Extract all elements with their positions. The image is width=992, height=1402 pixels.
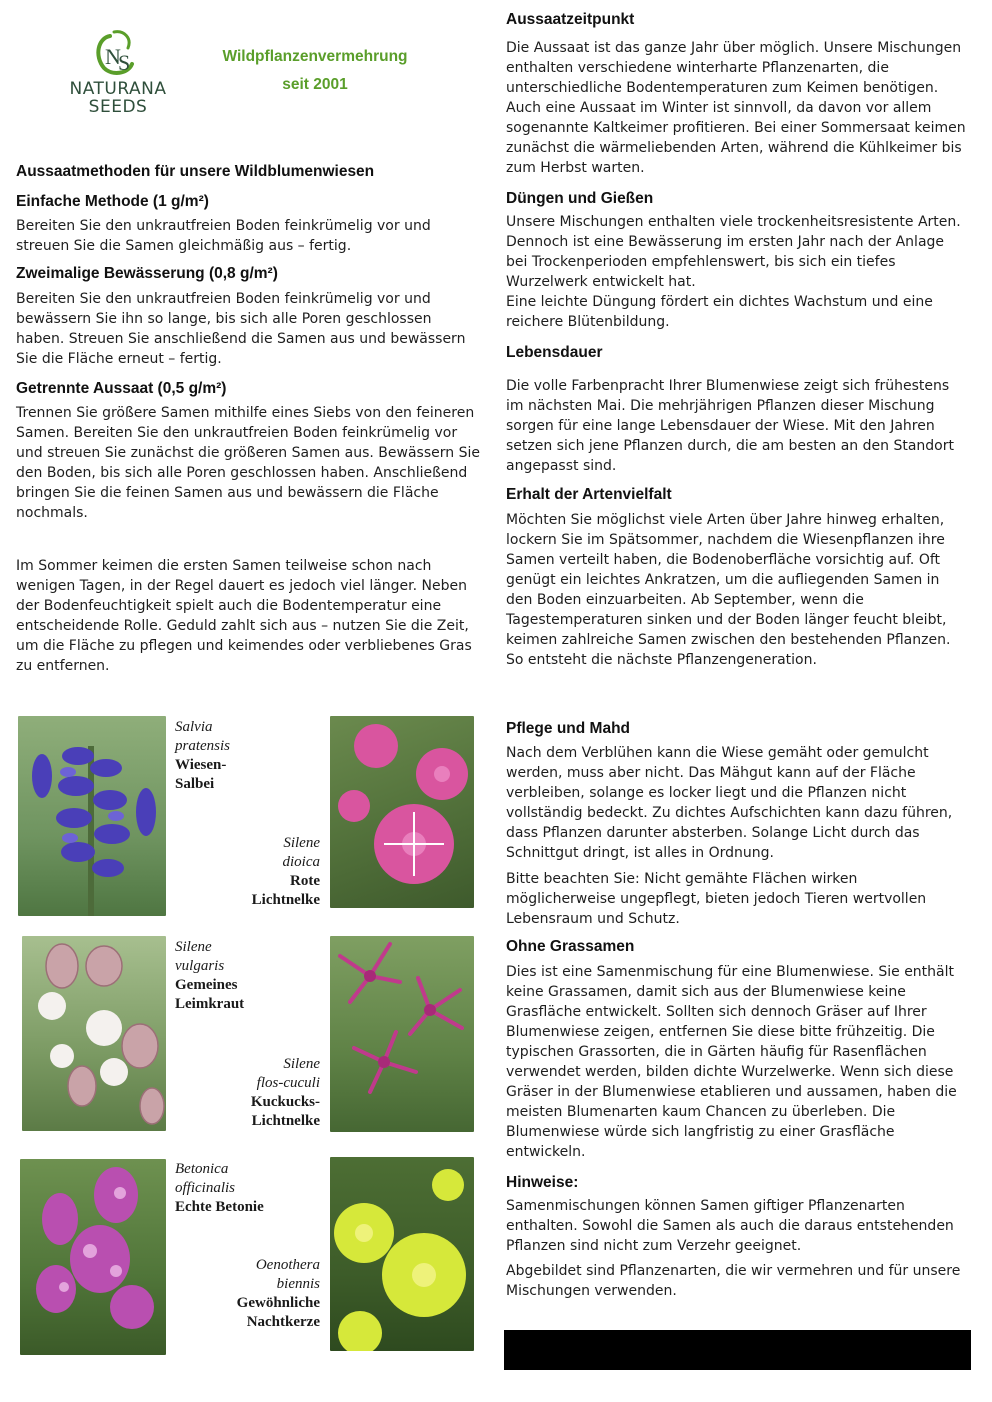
caption-silene-flos-cuculi-german-2: Lichtnelke — [251, 1113, 320, 1129]
fertilizing-text-2: Eine leichte Düngung fördert ein dichtes Wachstum und eine reichere Blütenbildung. — [506, 294, 933, 330]
method-1-text: Bereiten Sie den unkrautfreien Boden feinkrümelig vor und streuen Sie die Samen gleichmäßig aus – fertig. — [16, 218, 431, 254]
caption-silene-dioica — [180, 834, 320, 910]
photo-betonica-officinalis — [20, 1159, 166, 1355]
caption-silene-dioica-german-2: Lichtnelke — [251, 892, 320, 908]
caption-silene-flos-cuculi-german-1: Kuckucks- — [250, 1094, 320, 1110]
caption-oenothera-german-1: Gewöhnliche — [236, 1295, 320, 1311]
method-3-heading: Getrennte Aussaat (0,5 g/m²) — [16, 380, 227, 397]
caption-silene-dioica-latin-2: dioica — [282, 854, 320, 870]
photo-silene-dioica — [330, 716, 474, 908]
lifespan-heading: Lebensdauer — [506, 344, 603, 361]
photo-salvia-pratensis — [18, 716, 166, 916]
caption-silene-vulgaris — [175, 938, 315, 1014]
no-grass-text: Dies ist eine Samenmischung für eine Blumenwiese. Sie enthält keine Grassamen, damit sich aus der Blumenwiese keine Grasfläche entwickelt. Sollten sich dennoch Gräser auf Ihrer Blumenwiese zeigen, entfernen Sie diese bitte frühzeitig. Die typischen Grassorten, die in Gärten häufig für Rasenflächen verwendet werden, bilden dichte Wurzelwerke. Wenn sich diese Gräser in der Blumenwiese etablieren und aussamen, haben die meisten Blumenarten kaum Chancen zu überleben. Die Blumenwiese würde sich langfristig zu einer Grasfläche entwickeln. — [506, 964, 957, 1160]
caption-silene-vulgaris-latin-1: Silene — [175, 939, 212, 955]
caption-salvia — [175, 718, 315, 794]
logo-line-seeds: SEEDS — [88, 97, 148, 117]
photo-oenothera-biennis — [330, 1157, 474, 1351]
caption-betonica-latin-1: Betonica — [175, 1161, 229, 1177]
caption-silene-vulgaris-latin-2: vulgaris — [175, 958, 225, 974]
caption-silene-flos-cuculi-latin-2: flos-cuculi — [256, 1075, 320, 1091]
caption-silene-vulgaris-german-1: Gemeines — [175, 977, 238, 993]
caption-salvia-german-1: Wiesen- — [175, 757, 227, 773]
biodiversity-heading: Erhalt der Artenvielfalt — [506, 486, 672, 503]
fertilizing-heading: Düngen und Gießen — [506, 190, 654, 207]
caption-silene-flos-cuculi-latin-1: Silene — [283, 1056, 320, 1072]
photo-silene-vulgaris — [22, 936, 166, 1131]
caption-salvia-latin-2: pratensis — [175, 738, 231, 754]
notes-text-2: Abgebildet sind Pflanzenarten, die wir vermehren und für unsere Mischungen verwenden. — [506, 1263, 961, 1299]
caption-salvia-latin-1: Salvia — [175, 719, 213, 735]
svg-text:N: N — [105, 44, 121, 69]
caption-oenothera-latin-1: Oenothera — [255, 1257, 320, 1273]
caption-betonica-latin-2: officinalis — [175, 1180, 235, 1196]
lifespan-text: Die volle Farbenpracht Ihrer Blumenwiese zeigt sich frühestens im nächsten Mai. Die mehrjährigen Pflanzen dieser Mischung sorgen für eine lange Lebensdauer der Wiese. Mit den Jahren setzen sich jene Pflanzen durch, die am besten an den Standort angepasst sind. — [506, 378, 954, 474]
method-3-text: Trennen Sie größere Samen mithilfe eines Siebs von den feineren Samen. Bereiten Sie den unkrautfreien Boden feinkrümelig vor und streuen Sie zunächst die größeren Samen aus. Bewässern Sie den Boden, bis sich alle Poren geschlossen haben. Anschließend bringen Sie die feinen Samen aus und bewässern die Fläche nochmals. — [16, 405, 480, 521]
method-2-text: Bereiten Sie den unkrautfreien Boden feinkrümelig vor und bewässern Sie ihn so lange, bis sich alle Poren geschlossen haben. Streuen Sie anschließend die Samen aus und bewässern Sie die Fläche erneut – fertig. — [16, 291, 466, 367]
sowing-time-text: Die Aussaat ist das ganze Jahr über möglich. Unsere Mischungen enthalten verschiedene winterharte Pflanzenarten, die unterschiedliche Bodentemperaturen zum Keimen benötigen. Auch eine Aussaat im Winter ist sinnvoll, da davon vor allem sogenannte Kaltkeimer profitieren. Bei einer Sommersaat keimen zunächst die wärmeliebenden Arten, während die Kühlkeimer bis zum Herbst warten. — [506, 40, 966, 176]
since-year: seit 2001 — [282, 76, 348, 93]
caption-betonica-german-1: Echte Betonie — [175, 1199, 264, 1215]
caption-oenothera-latin-2: biennis — [276, 1276, 320, 1292]
caption-silene-flos-cuculi — [180, 1055, 320, 1131]
caption-silene-dioica-german-1: Rote — [290, 873, 320, 889]
care-mowing-heading: Pflege und Mahd — [506, 720, 630, 737]
naturana-logo — [58, 28, 178, 118]
caption-silene-dioica-latin-1: Silene — [283, 835, 320, 851]
care-mowing-note: Bitte beachten Sie: Nicht gemähte Flächen wirken möglicherweise ungepflegt, bieten jedoch Tieren wertvollen Lebensraum und Schutz. — [506, 871, 927, 927]
sowing-time-heading: Aussaatzeitpunkt — [506, 11, 635, 28]
no-grass-heading: Ohne Grassamen — [506, 938, 635, 955]
logo-line-naturana: NATURANA — [69, 79, 167, 99]
caption-salvia-german-2: Salbei — [175, 776, 215, 792]
fertilizing-text: Unsere Mischungen enthalten viele trockenheitsresistente Arten. Dennoch ist eine Bewässerung im ersten Jahr nach der Anlage bei Trockenperioden empfehlenswert, bis sich ein tiefes Wurzelwerk entwickelt hat. — [506, 214, 961, 290]
svg-text:S: S — [118, 50, 131, 75]
caption-oenothera-german-2: Nachtkerze — [246, 1314, 320, 1330]
method-1-heading: Einfache Methode (1 g/m²) — [16, 193, 209, 210]
notes-heading: Hinweise: — [506, 1174, 579, 1191]
summer-germination-text: Im Sommer keimen die ersten Samen teilweise schon nach wenigen Tagen, in der Regel dauert es jedoch viel länger. Neben der Bodenfeuchtigkeit spielt auch die Bodentemperatur eine entscheidende Rolle. Geduld zahlt sich aus – nutzen Sie die Zeit, um die Fläche zu pflegen und keimendes oder verbliebenes Gras zu entfernen. — [16, 558, 472, 674]
logo-emblem-icon — [58, 28, 178, 80]
page-title: Aussaatmethoden für unsere Wildblumenwiesen — [16, 163, 375, 180]
notes-text: Samenmischungen können Samen giftiger Pflanzenarten enthalten. Sowohl die Samen als auch die daraus entstehenden Pflanzen sind nicht zum Verzehr geeignet. — [506, 1198, 954, 1254]
caption-silene-vulgaris-german-2: Leimkraut — [175, 996, 245, 1012]
redaction-bar — [504, 1330, 971, 1370]
care-mowing-text: Nach dem Verblühen kann die Wiese gemäht oder gemulcht werden, muss aber nicht. Das Mähgut kann auf der Fläche verbleiben, solange es locker liegt und die Pflanzen nicht vollständig bedeckt. Zu dichtes Aufschichten kann dazu führen, dass Pflanzen darunter absterben. Solange Licht durch das Schnittgut dringt, ist alles in Ordnung. — [506, 745, 953, 861]
tagline: Wildpflanzenvermehrung — [222, 48, 408, 65]
caption-oenothera — [170, 1256, 320, 1332]
biodiversity-text: Möchten Sie möglichst viele Arten über Jahre hinweg erhalten, lockern Sie im Spätsommer, nachdem die Wiesenpflanzen ihre Samen verteilt haben, die Bodenoberfläche vorsichtig auf. Oft genügt ein leichtes Ankratzen, um die aufliegenden Samen in den Boden einzuarbeiten. Ab September, wenn die Tagestemperaturen sinken und der Boden länger feucht bleibt, keimen zahlreiche Samen zwischen den bestehenden Pflanzen. So entsteht die nächste Pflanzengeneration. — [506, 512, 951, 668]
photo-silene-flos-cuculi — [330, 936, 474, 1132]
method-2-heading: Zweimalige Bewässerung (0,8 g/m²) — [16, 265, 278, 282]
caption-betonica — [175, 1160, 320, 1217]
